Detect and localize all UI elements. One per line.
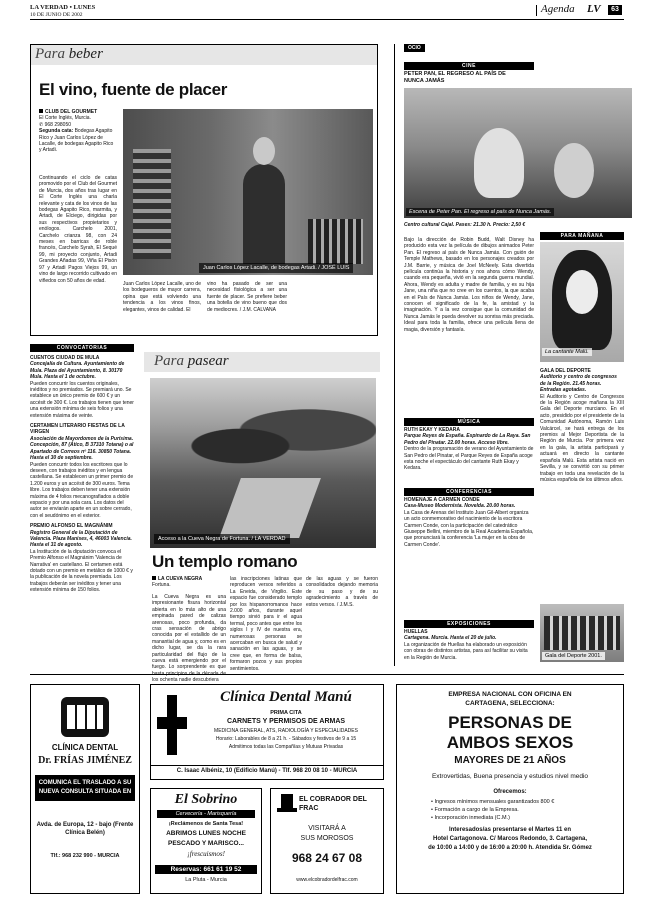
cine-photo-caption: Escena de Peter Pan. El regreso al país de Nunca Jamás. — [406, 208, 554, 216]
conv-subtitle-3: Registro General de la Diputación de Valencia. Plaza Manises, 4, 46003 Valencia. Hasta el 31 de agosto. — [30, 529, 132, 549]
page-date: 10 DE JUNIO DE 2002 — [30, 12, 83, 18]
manu-line5: Admitimos todas las Compañías y Mutuas Privadas — [228, 744, 344, 750]
group-people — [544, 616, 620, 650]
convocatorias-label: CONVOCATORIAS — [30, 344, 134, 352]
manu-line1: PRIMA CITA — [270, 710, 302, 716]
conf-label: CONFERENCIAS — [404, 488, 534, 496]
ad-clinica-frias[interactable] — [30, 684, 140, 894]
pasear-body-col3: de las aguas y se fueron consolidados dejando memoria de su paso y de su agradecimiento a través de estos versos. / J.M.S. — [306, 576, 378, 608]
venue-address: El Corte Inglés, Murcia. — [39, 115, 91, 122]
ad-empresa-seleccion[interactable] — [396, 684, 624, 894]
venue-place: Fortuna. — [152, 582, 171, 589]
conv-text-3: La Institución de la diputación convoca el Premio Alfonso el Magnánim 'Valencia de Narrativa' en castellano. El certamen está dotado con un premio en metálico de 1000 € y la publicación de la novela premiada. Los trabajos deberán ser inéditos y tener una extensión mínima de 150 folios. — [30, 548, 133, 594]
conv-subtitle-2: Asociación de Mayordomos de la Purísima. Concepción, 87 (Ático, B 37310 Totana) o al Apartado de Correos nº 116. 30850 Totana. Hasta el 30 de septiembre. — [30, 435, 134, 462]
gala-photo — [540, 604, 624, 662]
venue-label: LA CUEVA NEGRA — [158, 576, 203, 582]
manana-label: PARA MAÑANA — [540, 232, 624, 240]
conv-item-1 — [30, 355, 134, 419]
conv-title-3: PREMIO ALFONSO EL MAGNÁNIM — [30, 523, 113, 530]
conv-text-1: Pueden concurrir los cuentos originales, inéditos y no premiados. Se premiará uno. Se establece un único premio de 600 € y un accésit de 300 €. Los trabajos tienen que tener una extensión mínima de seis folios y una extensión máxima de veinte. — [30, 380, 134, 419]
conv-subtitle-1: Concejalía de Cultura. Ayuntamiento de Mula. Plaza del Ayuntamiento, 8. 30170 Mula. Hasta el 1 de octubre. — [30, 361, 125, 381]
musica-title: RUTH EKAY Y KEDARA — [404, 427, 460, 433]
musica-info: Parque Reyes de España. Espinardo de La Raya. San Pedro del Pinatar. 22.00 horas. Acceso libre. — [404, 433, 531, 446]
sobrino-address: La Pluta - Murcia — [185, 877, 227, 883]
conf-title: HOMENAJE A CARMEN CONDE — [404, 497, 480, 503]
musica-text: Dentro de la programación de verano del Ayuntamiento de San Pedro del Pinatar, el Parque Reyes de España acoge esta noche el espectáculo del cantante Ruth Ekay y Kedara. — [404, 446, 534, 472]
beber-body-col1: Continuando el ciclo de catas promovido por el Club del Gourmet de Murcia, dos años tras lugar en El Corte Inglés una charla relevante y cata de los vinos de las bodegas Agapito Rico, marmita, y Artadi, de Elciego, dirigidas por sus respectivos propietarios y enólogos. Carchelo 2001, Carchelo crianza 98, con 24 meses en barricas de roble francés, Carchelo Syrah, El Sequé 99, mi proyecto conjunto, Artadi Grandes Añadas 99, Viña El Pisón 97 y Artadi Pagos Viejos 99, un vino de largo recorrido cultivado en viñedos con 50 años de edad. — [39, 175, 117, 284]
beber-photo-caption: Juan Carlos López Lacalle, de bodegas Artadi. / JOSÉ LUIS — [199, 263, 353, 273]
conf-info: Casa-Museo Modernista. Novelda. 20.00 horas. — [404, 503, 516, 510]
manu-line4: Horario: Laborables de 8 a 21 h. - Sábados y festivos de 9 a 15 — [215, 736, 357, 742]
cartoon-figure-2 — [554, 143, 594, 198]
session-text: Bodegas Agapito Rico y Juan Carlos López de Lacalle, de bodegas Agapito Rico y Artadi. — [39, 128, 114, 154]
ad-cobrador-frac[interactable] — [270, 788, 384, 894]
empresa-header-2: CARTAGENA, SELECCIONA: — [465, 700, 555, 707]
frias-phone: Tlf.: 968 232 990 - MURCIA — [50, 853, 120, 859]
conv-item-2 — [30, 423, 134, 519]
face-shape — [566, 270, 598, 314]
frias-title-2: Dr. FRÍAS JIMÉNEZ — [38, 755, 132, 766]
cine-label: CINE — [404, 62, 534, 70]
manu-title: Clínica Dental Manú — [220, 689, 352, 705]
person-figure — [243, 164, 285, 264]
caption-text: Juan Carlos López Lacalle, de bodegas Artadi. — [203, 265, 317, 271]
square-bullet-icon — [39, 109, 43, 113]
venue-label: CLUB DEL GOURMET — [45, 109, 98, 115]
beber-kicker — [35, 46, 103, 63]
empresa-big-2: AMBOS SEXOS — [446, 733, 574, 752]
conv-title-1: CUENTOS CIUDAD DE MULA — [30, 355, 100, 361]
gala-title: GALA DEL DEPORTE — [540, 368, 591, 374]
frias-address: Avda. de Europa, 12 - bajo (Frente Clínica Belén) — [36, 822, 134, 836]
ad-el-sobrino[interactable] — [150, 788, 262, 894]
section-name: Agenda — [541, 3, 575, 15]
cobrador-title: EL COBRADOR DEL FRAC — [299, 796, 367, 812]
cobrador-visit-1: VISITARÁ A — [308, 825, 346, 832]
caption-text: Acceso a la Cueva Negra de Fortuna. — [158, 536, 251, 542]
gala-info: Auditorio y centro de congresos de la Región. 21.45 horas. Entradas agotadas. — [540, 374, 617, 394]
cobrador-phone: 968 24 67 08 — [291, 851, 363, 865]
session-label: Segunda cata: — [39, 128, 74, 135]
ad-clinica-manu[interactable] — [150, 684, 384, 780]
tooth-logo-icon — [61, 697, 109, 737]
empresa-age: MAYORES DE 21 AÑOS — [454, 755, 566, 766]
pasear-kicker — [154, 353, 229, 370]
access-path — [219, 478, 321, 538]
gala-text: El Auditorio y Centro de Congresos de la Región acoge mañana la XIII Gala del Deporte murciano. En el acto, presidido por el presidente de la Comunidad Autónoma, Ramón Luis Valcárcel, se hará entrega de los premios al Mejor Deportista de la Región de Murcia. Por primera vez en la gala, la artista participará y actuará en directo la cantante española Malú. Esta artista nació en Sevilla, y se convirtió con su primer trabajo en toda una revelación de la música española de los últimos años. — [540, 393, 624, 483]
top-hat-icon — [277, 794, 297, 816]
beber-body-col2: Juan Carlos López Lacalle, uno de los bodegueros de mayor carrera, opina que está volviendo una tendencia a los vinos finos, elegantes, vinos de calidad. El — [123, 281, 201, 313]
pasear-title: Un templo romano — [152, 552, 298, 571]
conv-item-3 — [30, 523, 134, 593]
cinema-info: Centro cultural Cajal. Pases: 21.30 h. Precio: 2,50 € — [404, 222, 526, 228]
conf-text: La Casa de Arenas del Instituto Juan Gil-Albert organiza un acto conmemorativo del nacimiento de la escritora Carmen Conde, con la participación del catedrático Giuseppe Bellini, miembro de la Real Academia Española, que pronunciará la conferencia 'La mujer en la obra de Carmen Conde'. — [404, 509, 534, 548]
cartoon-figure — [474, 128, 524, 198]
column-divider — [394, 44, 395, 666]
conv-text-2: Pueden concurrir todos los escritores que lo deseen, con trabajos inéditos y en lengua castellana. Se establecen un primer premio de 1.200 euros y un accésit de 300 euros. Tema libre. Los trabajos deben tener una extensión máxima de 4 folios mecanografiados a doble espacio y por una sola cara. Los datos del autor se enviarán aparte en un sobre cerrado, con el seudónimo en el exterior. — [30, 461, 134, 519]
musica-label: MÚSICA — [404, 418, 534, 426]
wine-bottles — [308, 219, 363, 264]
expo-text: La organización de Huellas ha elaborado un exposición con obras de distintos artistas, para así facilitar su visita en la Región de Murcia. — [404, 641, 528, 661]
manana-section — [540, 232, 624, 666]
malu-photo — [540, 242, 624, 362]
malu-caption: La cantante Malú. — [542, 348, 592, 356]
beber-info — [39, 109, 117, 171]
beber-section — [30, 44, 378, 336]
cobrador-visit-2: SUS MOROSOS — [300, 835, 354, 842]
section-tag: LV — [587, 3, 601, 15]
person-head — [253, 137, 275, 165]
wine-shelf — [133, 149, 171, 259]
pasear-section — [144, 352, 380, 684]
film-text: Bajo la dirección de Robin Budd, Walt Disney ha producido esta vez la película de dibujos animados Peter Pan. El regreso al país de Nunca Jamás. Con guión de Temple Mathews, basado en los personajes creados por J.M. Barrie, y música de Joel McNeely. Esta divertida película continúa la historia y nos ahora cómo Wendy, cuando era pequeña, vivió en la segunda guerra mundial. Ahora, Wendy es adulta y madre de familia, y es su hija Jane, una niña que no cree en los cuentos, la que acaba en el País de Nunca Jamás. Los niños de Wendy, Jane, conocen el significado de la fe, la amistad y la imaginación. Y a la vez consigue que la comunidad de Nunca Jamás le pueda devolver su sonrisa más preciada. Ideal para toda la familia, ofrece una película llena de magia, diversión y fantasía. — [404, 237, 534, 333]
empresa-offer-2: • Formación a cargo de la Empresa. — [431, 807, 519, 813]
rock-wall — [150, 398, 376, 478]
expo-title: HUELLAS — [404, 629, 428, 635]
kicker-para: Para — [154, 353, 184, 369]
header-rule — [30, 19, 624, 20]
film-title: PETER PAN, EL REGRESO AL PAÍS DE NUNCA JAMÁS — [404, 71, 506, 84]
frias-notice: COMUNICA EL TRASLADO A SU NUEVA CONSULTA SITUADA EN — [35, 775, 135, 801]
cobrador-web: www.elcobradordelfrac.com — [296, 877, 358, 883]
manu-logo-icon — [157, 695, 187, 755]
gala-caption: Gala del Deporte 2001. — [542, 652, 605, 660]
venue-phone: 968 298050 — [44, 121, 72, 128]
empresa-big-1: PERSONAS DE — [448, 713, 572, 732]
conv-title-2: CERTAMEN LITERARIO FIESTAS DE LA VIRGEN — [30, 423, 125, 436]
empresa-req: Extrovertidas, Buena presencia y estudios nivel medio — [431, 773, 589, 780]
pasear-photo-caption: Acceso a la Cueva Negra de Fortuna. / LA VERDAD — [154, 534, 290, 544]
page-header — [30, 4, 624, 20]
beber-photo — [123, 109, 373, 275]
paper-name: LA VERDAD • LUNES — [30, 4, 96, 11]
sobrino-line4: ¡frescuismos! — [187, 850, 225, 858]
manu-line2: CARNETS Y PERMISOS DE ARMAS — [226, 718, 346, 725]
ads-top-rule — [30, 674, 624, 675]
pasear-body-col2: las inscripciones latinas que reproducen versos referidos a La Eneida, de Virgilio. Este espacio fue considerado templo por los hispanorromanos hace 2.000 años, durante aquel tiempo sirvió para ir el agua termal, poco antes que entre los siglos I y IV de nuestra era, numerosas personas se acercaban en busca de salud y sanación en las aguas, y se cree que, en forma de balsa, formaron pozos y sus propios sentimientos. — [230, 576, 302, 672]
ocio-section — [404, 44, 552, 666]
square-bullet-icon — [152, 576, 156, 580]
expo-label: EXPOSICIONES — [404, 620, 534, 628]
pasear-venue — [152, 576, 226, 592]
phone-icon: ✆ — [39, 121, 45, 128]
empresa-offer-1: • Ingresos mínimos mensuales garantizados 800 € — [431, 799, 555, 805]
section-divider — [536, 5, 537, 16]
sobrino-line3: PESCADO Y MARISCO... — [168, 840, 244, 847]
empresa-foot-2: Hotel Cartagonova. C/ Marcos Redondo, 3. Cartagena, — [432, 836, 588, 842]
kicker-para: Para — [35, 46, 65, 62]
sobrino-subtitle: Cervecería - Marisquería — [157, 810, 255, 818]
ocio-label: OCIO — [404, 44, 425, 52]
kicker-word: beber — [68, 46, 103, 62]
convocatorias-section — [30, 344, 134, 666]
sobrino-line2: ABRIMOS LUNES NOCHE — [166, 830, 246, 837]
caption-credit: JOSÉ LUIS — [321, 265, 350, 271]
sobrino-line1: ¡Reclámenos de Santa Tesa! — [168, 821, 244, 827]
manu-line3: MEDICINA GENERAL, ATS, RADIOLOGÍA Y ESPECIALIDADES — [214, 728, 358, 734]
empresa-header-1: EMPRESA NACIONAL CON OFICINA EN — [448, 691, 572, 698]
empresa-foot-3: de 10:00 a 14:00 y de 16:00 a 20:00 h. Atendida Sr. Gómez — [428, 845, 592, 851]
expo-block — [404, 629, 534, 665]
page-number: 63 — [608, 5, 622, 15]
cine-photo — [404, 88, 632, 218]
kicker-word: pasear — [187, 353, 229, 369]
sobrino-phone: Reservas: 661 61 19 52 — [155, 865, 257, 874]
conf-block — [404, 497, 534, 615]
beber-title: El vino, fuente de placer — [39, 80, 228, 99]
empresa-offer-title: Ofrecemos: — [493, 789, 527, 795]
sobrino-title: El Sobrino — [174, 792, 238, 807]
pasear-body-col1: La Cueva Negra es una impresionante fisura horizontal abierta en lo más alto de una empinada pared de calizas arenosas, poco profunda, da cras sensación de abrigo conocida por el estallido de un manantial de agua y, como es en dicho lugar, se da la rara particularidad del flujo de la cueva está emergiendo por el fuego. Lo sorprendente es que los ochenta nadie descubriera — [152, 594, 226, 684]
caption-credit: LA VERDAD — [254, 536, 286, 542]
empresa-foot-1: Interesados/as presentarse el Martes 11 en — [448, 827, 572, 833]
beber-body-col3: vino ha pasado de ser una necesidad fisiológica a ser una fuente de placer. Se prefiere beber una botella de vino bueno que dos de mediocres. / J.M. CALVANA — [207, 281, 287, 313]
pasear-photo — [150, 378, 376, 548]
gala-block — [540, 368, 624, 598]
expo-info: Cartagena. Murcia. Hasta el 20 de julio. — [404, 635, 497, 642]
musica-block — [404, 427, 534, 483]
frias-title-1: CLÍNICA DENTAL — [51, 743, 119, 752]
manu-address: C. Isaac Albéniz, 10 (Edificio Manú) - Tlf. 968 20 08 10 - MURCIA — [151, 765, 383, 774]
empresa-offer-3: • Incorporación inmediata (C.M.) — [431, 815, 510, 821]
